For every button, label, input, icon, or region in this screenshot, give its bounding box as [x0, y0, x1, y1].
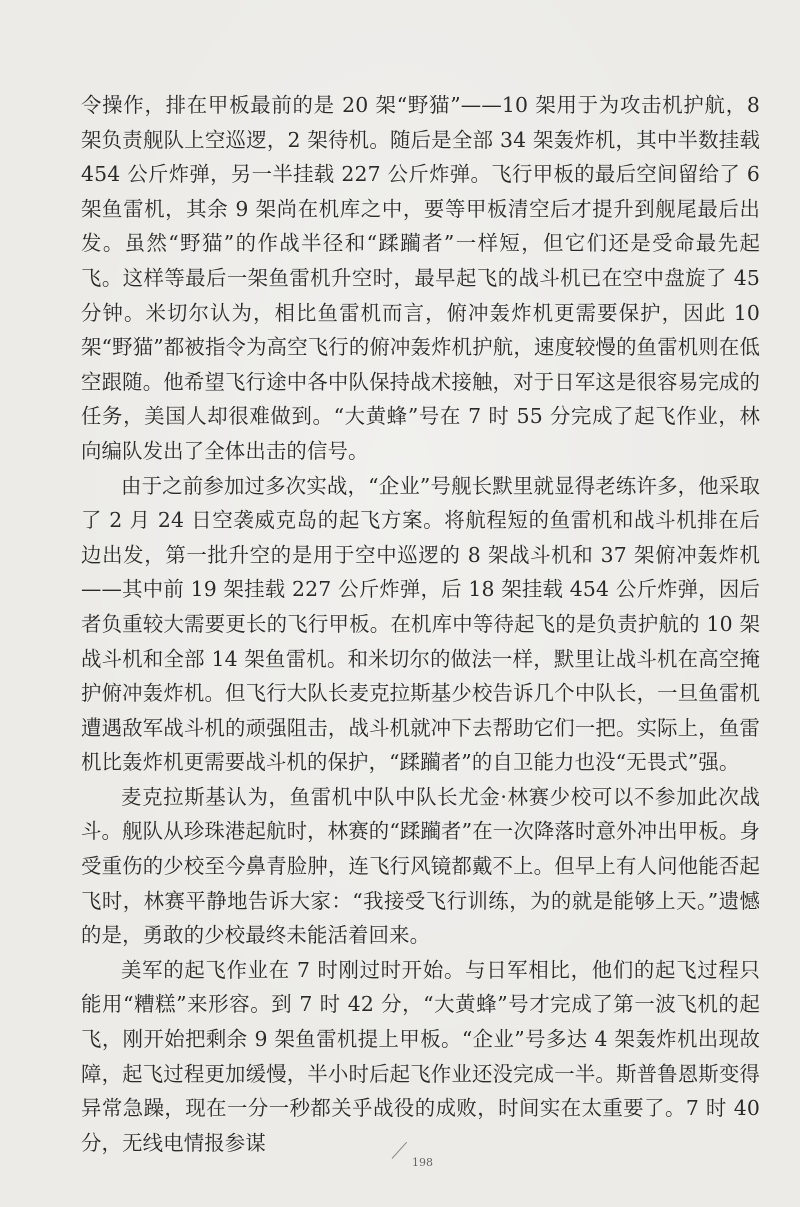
paragraph-1: 令操作，排在甲板最前的是 20 架“野猫”——10 架用于为攻击机护航，8 架负责舰队上空巡逻，2 架待机。随后是全部 34 架轰炸机，其中半数挂载 454 公斤炸弹，另一半挂载 227 公斤炸弹。飞行甲板的最后空间留给了 6 架鱼雷机，其余 9 架尚在机库之中，要等甲板清空后才提升到舰尾最后出发。虽然“野猫”的作战半径和“蹂躏者”一样短，但它们还是受命最先起飞。这样等最后一架鱼雷机升空时，最早起飞的战斗机已在空中盘旋了 45 分钟。米切尔认为，相比鱼雷机而言，俯冲轰炸机更需要保护，因此 10 架“野猫”都被指令为高空飞行的俯冲轰炸机护航，速度较慢的鱼雷机则在低空跟随。他希望飞行途中各中队保持战术接触，对于日军这是很容易完成的任务，美国人却很难做到。“大黄蜂”号在 7 时 55 分完成了起飞作业，林向编队发出了全体出击的信号。 — [81, 93, 760, 463]
page-footer — [0, 1150, 800, 1180]
paragraph-3: 麦克拉斯基认为，鱼雷机中队中队长尤金·林赛少校可以不参加此次战斗。舰队从珍珠港起航时，林赛的“蹂躏者”在一次降落时意外冲出甲板。身受重伤的少校至今鼻青脸肿，连飞行风镜都戴不上。但早上有人问他能否起飞时，林赛平静地告诉大家：“我接受飞行训练，为的就是能够上天。”遗憾的是，勇敢的少校最终未能活着回来。 — [81, 784, 760, 948]
paragraph-4: 美军的起飞作业在 7 时刚过时开始。与日军相比，他们的起飞过程只能用“糟糕”来形容。到 7 时 42 分，“大黄蜂”号才完成了第一波飞机的起飞，刚开始把剩余 9 架鱼雷机提上甲板。“企业”号多达 4 架轰炸机出现故障，起飞过程更加缓慢，半小时后起飞作业还没完成一半。斯普鲁恩斯变得异常急躁，现在一分一秒都关乎战役的成败，时间实在太重要了。7 时 40 分，无线电情报参谋 — [81, 957, 760, 1155]
paragraph-2: 由于之前参加过多次实战，“企业”号舰长默里就显得老练许多，他采取了 2 月 24 日空袭威克岛的起飞方案。将航程短的鱼雷机和战斗机排在后边出发，第一批升空的是用于空中巡逻的 8 架战斗机和 37 架俯冲轰炸机——其中前 19 架挂载 227 公斤炸弹，后 18 架挂载 454 公斤炸弹，因后者负重较大需要更长的飞行甲板。在机库中等待起飞的是负责护航的 10 架战斗机和全部 14 架鱼雷机。和米切尔的做法一样，默里让战斗机在高空掩护俯冲轰炸机。但飞行大队长麦克拉斯基少校告诉几个中队长，一旦鱼雷机遭遇敌军战斗机的顽强阻击，战斗机就冲下去帮助它们一把。实际上，鱼雷机比轰炸机更需要战斗机的保护，“蹂躏者”的自卫能力也没“无畏式”强。 — [81, 473, 760, 775]
page-number: 198 — [412, 1156, 433, 1169]
